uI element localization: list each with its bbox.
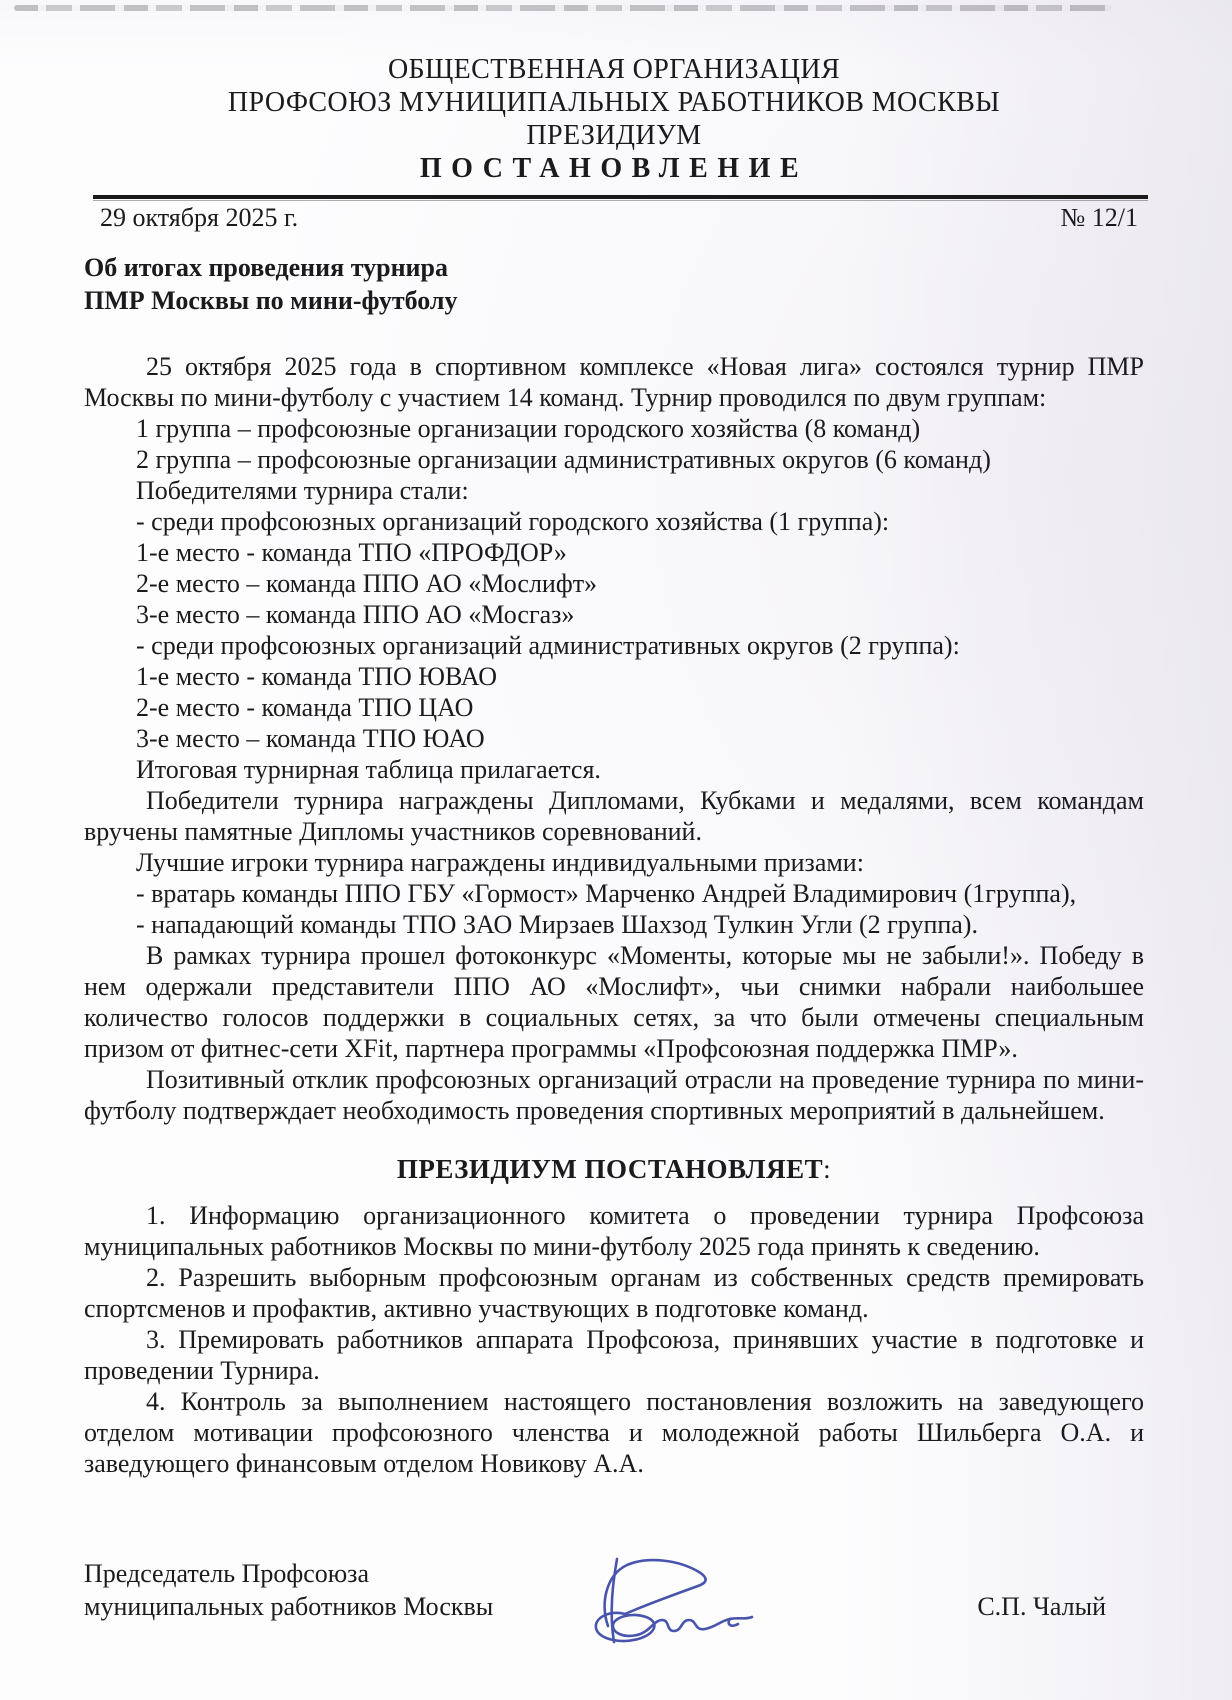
- best-forward-line: - нападающий команды ТПО ЗАО Мирзаев Шахзод Тулкин Угли (2 группа).: [136, 910, 978, 939]
- signer-name: С.П. Чалый: [977, 1592, 1106, 1621]
- group-1-winners-header: - среди профсоюзных организаций городского хозяйства (1 группа):: [136, 507, 890, 536]
- resolution-item-1: 1. Информацию организационного комитета о проведении турнира Профсоюза муниципальных работников Москвы по мини-футболу 2025 года принять к сведению.: [84, 1201, 1144, 1261]
- document-number: № 12/1: [1060, 203, 1138, 232]
- group-2-place-2: 2-е место - команда ТПО ЦАО: [136, 693, 474, 722]
- awards-paragraph: Победители турнира награждены Дипломами, Кубками и медалями, всем командам вручены памятные Дипломы участников соревнований.: [84, 786, 1144, 846]
- subject-block: [84, 251, 1144, 317]
- group-2-place-3: 3-е место – команда ТПО ЮАО: [136, 724, 485, 753]
- signer-title-line-1: Председатель Профсоюза: [84, 1559, 369, 1588]
- document-header: [84, 53, 1144, 185]
- resolution-item-2: 2. Разрешить выборным профсоюзным органам из собственных средств премировать спортсменов и профактив, активно участвующих в подготовке команд.: [84, 1263, 1144, 1323]
- photo-contest-paragraph: В рамках турнира прошел фотоконкурс «Моменты, которые мы не забыли!». Победу в нем одержали представители ППО АО «Мослифт», чьи снимки набрали наибольшее количество голосов поддержки в социальных сетях, за что были отмечены специальным призом от фитнес-сети XFit, партнера программы «Профсоюзная поддержка ПМР».: [84, 941, 1144, 1063]
- intro-paragraph: 25 октября 2025 года в спортивном комплексе «Новая лига» состоялся турнир ПМР Москвы по мини-футболу с участием 14 команд. Турнир проводился по двум группам:: [84, 352, 1144, 412]
- group-1-line: 1 группа – профсоюзные организации городского хозяйства (8 команд): [136, 414, 921, 443]
- resolution-heading-colon: :: [823, 1154, 832, 1184]
- document-date: 29 октября 2025 г.: [100, 203, 299, 232]
- group-1-place-1: 1-е место - команда ТПО «ПРОФДОР»: [136, 538, 567, 567]
- group-1-place-3: 3-е место – команда ППО АО «Мосгаз»: [136, 600, 575, 629]
- resolution-heading: ПРЕЗИДИУМ ПОСТАНОВЛЯЕТ:: [396, 1154, 832, 1184]
- group-2-winners-header: - среди профсоюзных организаций административных округов (2 группа):: [136, 631, 960, 660]
- signer-title-line-2: муниципальных работников Москвы: [84, 1592, 494, 1621]
- table-attached-line: Итоговая турнирная таблица прилагается.: [136, 755, 601, 784]
- signature-autograph-image: [586, 1554, 778, 1649]
- scan-artifact-top-edge: [14, 5, 1112, 11]
- signer-title: [84, 1557, 493, 1623]
- org-name-line-2: ПРОФСОЮЗ МУНИЦИПАЛЬНЫХ РАБОТНИКОВ МОСКВЫ: [227, 87, 1001, 118]
- org-name-line-1: ОБЩЕСТВЕННАЯ ОРГАНИЗАЦИЯ: [387, 54, 841, 85]
- subject-line-1: Об итогах проведения турнира: [84, 253, 448, 282]
- header-rule: [93, 195, 1148, 201]
- resolution-item-4: 4. Контроль за выполнением настоящего постановления возложить на заведующего отделом мотивации профсоюзного членства и молодежной работы Шильберга О.А. и заведующего финансовым отделом Новикову А.А.: [84, 1387, 1144, 1478]
- group-2-place-1: 1-е место - команда ТПО ЮВАО: [136, 662, 497, 691]
- group-1-place-2: 2-е место – команда ППО АО «Мослифт»: [136, 569, 598, 598]
- resolution-items: [84, 1200, 1144, 1479]
- document-type-title: ПОСТАНОВЛЕНИЕ: [419, 153, 809, 184]
- group-2-line: 2 группа – профсоюзные организации административных округов (6 команд): [136, 445, 991, 474]
- best-goalkeeper-line: - вратарь команды ППО ГБУ «Гормост» Марченко Андрей Владимирович (1группа),: [136, 879, 1077, 908]
- meta-row: [84, 202, 1144, 233]
- resolution-item-3: 3. Премировать работников аппарата Профсоюза, принявших участие в подготовке и проведении Турнира.: [84, 1325, 1144, 1385]
- conclusion-paragraph: Позитивный отклик профсоюзных организаций отрасли на проведение турнира по мини-футболу подтверждает необходимость проведения спортивных мероприятий в дальнейшем.: [84, 1065, 1144, 1125]
- best-players-intro: Лучшие игроки турнира награждены индивидуальными призами:: [136, 848, 864, 877]
- subject-line-2: ПМР Москвы по мини-футболу: [84, 286, 458, 315]
- document-body: [84, 351, 1144, 1126]
- winners-intro-line: Победителями турнира стали:: [136, 476, 469, 505]
- org-name-line-3: ПРЕЗИДИУМ: [526, 120, 702, 151]
